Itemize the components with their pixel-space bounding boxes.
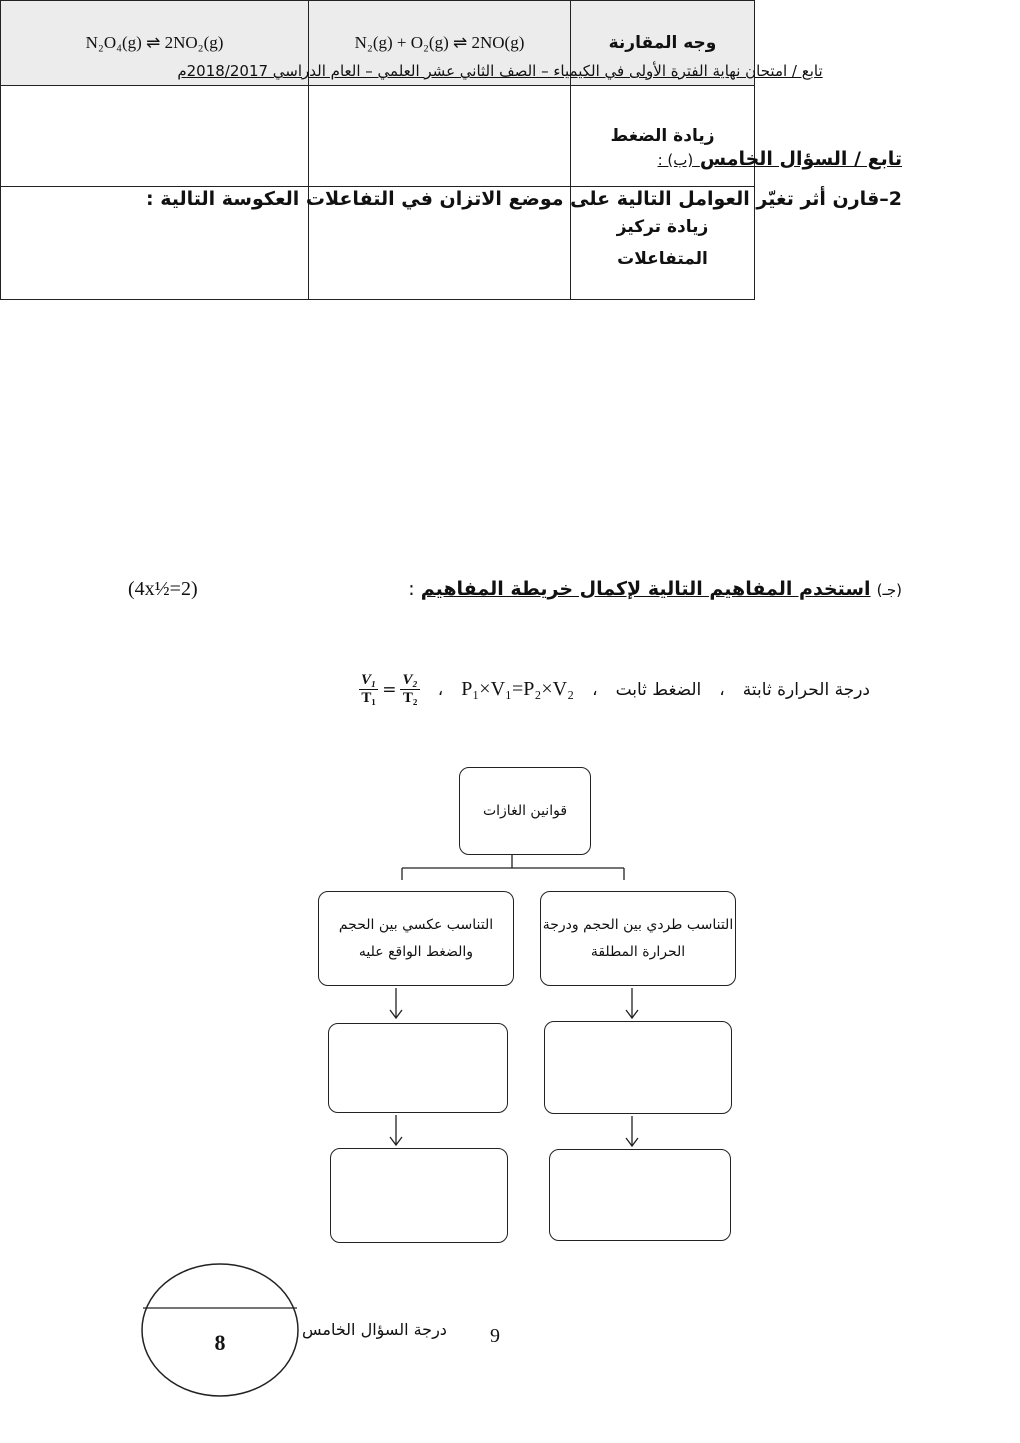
concept-map-direct-proportion: التناسب طردي بين الحجم ودرجة الحرارة المطلقة [540, 891, 736, 986]
grade-oval [140, 1262, 300, 1398]
question-title [658, 148, 902, 170]
fraction-v1-t1 [359, 672, 378, 708]
comparison-aspect-header: وجه المقارنة [571, 1, 755, 86]
concept-charles-law [359, 672, 420, 708]
equals-sign: = [382, 679, 397, 700]
concept-constant-pressure: الضغط ثابت [615, 679, 702, 700]
concept-separator: ، [437, 679, 444, 700]
blank-box-right-1[interactable] [544, 1021, 732, 1114]
fraction-v2-t2 [400, 672, 419, 708]
fraction-numerator: V₂ [400, 672, 419, 690]
reaction-1-header: N₂(g) + O₂(g) ⇌ 2NO(g) [309, 1, 571, 86]
concept-separator: ، [719, 679, 725, 700]
question-title-text: تابع / السؤال الخامس [699, 148, 902, 170]
answer-cell-pressure-reaction-1[interactable] [309, 86, 571, 187]
part-c-instruction: استخدم المفاهيم التالية لإكمال خريطة المفاهيم [420, 578, 871, 600]
right-arrow-2-head [626, 1138, 638, 1146]
blank-box-left-1[interactable] [328, 1023, 508, 1113]
part-c-label: (جـ) [876, 581, 902, 599]
blank-box-right-2[interactable] [549, 1149, 731, 1241]
row-label-pressure: زيادة الضغط [571, 86, 755, 187]
concept-boyle-law: P₁×V₁=P₂×V₂ [461, 678, 575, 701]
fraction-denominator: T₂ [402, 690, 418, 707]
table-row [1, 86, 755, 187]
part-c-heading [408, 578, 902, 600]
concept-map-root: قوانين الغازات [459, 767, 591, 855]
concept-list [359, 672, 870, 708]
page-number: 9 [490, 1325, 500, 1347]
left-arrow-1-head [390, 1010, 402, 1018]
blank-box-left-2[interactable] [330, 1148, 508, 1243]
right-arrow-1-head [626, 1010, 638, 1018]
part-c-score: (4x½=2) [128, 578, 198, 600]
fraction-numerator: V₁ [359, 672, 378, 690]
part-c-colon: : [408, 578, 415, 600]
concept-map-inverse-proportion: التناسب عكسي بين الحجم والضغط الواقع عليه [318, 891, 514, 986]
grade-value: 8 [214, 1330, 226, 1355]
row-label-reactant-concentration: زيادة تركيز المتفاعلات [571, 187, 755, 300]
reaction-2-header: N₂O₄(g) ⇌ 2NO₂(g) [1, 1, 309, 86]
left-arrow-2-head [390, 1137, 402, 1145]
concept-separator: ، [592, 679, 598, 700]
concept-constant-temperature: درجة الحرارة ثابتة [742, 679, 870, 700]
part-b-label: (ب) : [657, 151, 694, 169]
fraction-denominator: T₁ [361, 690, 376, 707]
grade-label: درجة السؤال الخامس [302, 1320, 447, 1339]
answer-cell-pressure-reaction-2[interactable] [1, 86, 309, 187]
comparison-table [0, 0, 755, 300]
page-header: تابع / امتحان نهاية الفترة الأولى في الكيمياء – الصف الثاني عشر العلمي – العام الدراسي 2018/2017م [177, 62, 823, 80]
question-2-instruction: 2–قارن أثر تغيّر العوامل التالية على موضع الاتزان في التفاعلات العكوسة التالية : [146, 188, 902, 210]
